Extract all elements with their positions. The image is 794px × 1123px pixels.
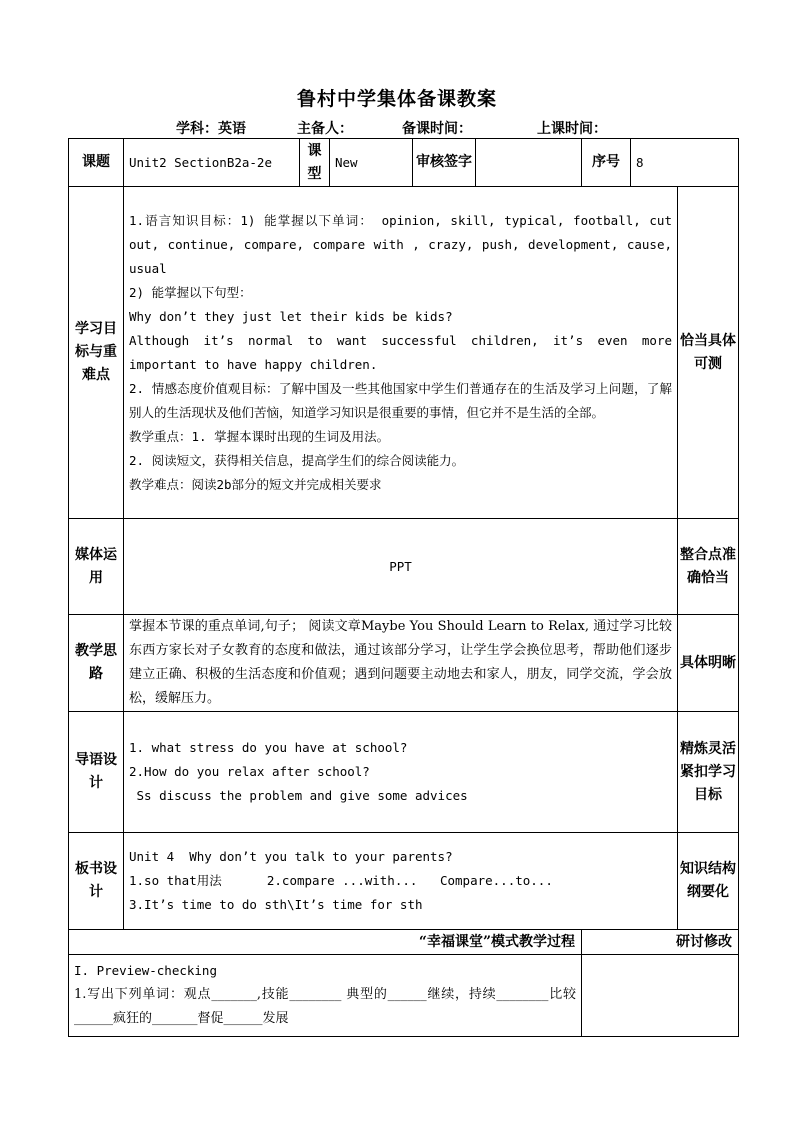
board-line-2: 1.so that用法 2.compare ...with... Compare...to...	[129, 873, 553, 888]
board-note: 知识结构纲要化	[678, 833, 739, 930]
goals-line-2: 2) 能掌握以下句型：	[129, 284, 252, 300]
process-content	[69, 955, 582, 1037]
page-title: 鲁村中学集体备课教案	[296, 88, 497, 110]
goals-content	[124, 187, 678, 519]
goals-label: 学习目标与重难点	[69, 187, 124, 519]
goals-line-8: 教学难点：阅读2b部分的短文并完成相关要求	[129, 476, 382, 492]
meta-class-time: 上课时间：	[537, 121, 607, 137]
goals-line-4: Although it’s normal to want successful children, it’s even more important to have happy children.	[129, 332, 672, 372]
process-header: “幸福课堂”模式教学过程	[69, 930, 582, 955]
media-row	[69, 519, 739, 615]
sequence-value: 8	[631, 139, 739, 187]
media-label: 媒体运用	[69, 519, 124, 615]
meta-preparer: 主备人：	[297, 121, 353, 137]
lesson-plan-table	[68, 138, 739, 1037]
media-value: PPT	[124, 519, 678, 615]
idea-label: 教学思路	[69, 615, 124, 712]
intro-line-3: Ss discuss the problem and give some advices	[129, 788, 468, 803]
intro-note: 精炼灵活紧扣学习目标	[678, 712, 739, 833]
lesson-type-label: 课型	[300, 139, 330, 187]
revise-content	[582, 955, 739, 1037]
meta-subject: 学科：英语	[176, 121, 246, 137]
meta-prep-time: 备课时间：	[402, 121, 472, 137]
goals-line-1: 1.语言知识目标：1) 能掌握以下单词： opinion, skill, typical, football, cut out, continue, compare, compare with , crazy, push, development, cause, usual	[129, 212, 672, 276]
review-sign-label: 审核签字	[413, 139, 476, 187]
board-line-3: 3.It’s time to do sth\It’s time for sth	[129, 897, 423, 912]
topic-label: 课题	[69, 139, 124, 187]
process-line-2: 1.写出下列单词：观点_______,技能________ 典型的______继续，持续________比较______疯狂的_______督促______发展	[74, 987, 576, 1026]
board-row	[69, 833, 739, 930]
revise-header: 研讨修改	[582, 930, 739, 955]
topic-value: Unit2 SectionB2a-2e	[124, 139, 300, 187]
board-line-1: Unit 4 Why don’t you talk to your parents?	[129, 849, 453, 864]
lesson-type-value: New	[330, 139, 413, 187]
goals-line-5: 2. 情感态度价值观目标：了解中国及一些其他国家中学生们普通存在的生活及学习上问题，了解别人的生活现状及他们苦恼，知道学习知识是很重要的事情，但它并不是生活的全部。	[129, 380, 672, 420]
idea-row	[69, 615, 739, 712]
goals-line-7: 2. 阅读短文，获得相关信息，提高学生们的综合阅读能力。	[129, 452, 465, 468]
goals-line-6: 教学重点：1. 掌握本课时出现的生词及用法。	[129, 428, 390, 444]
idea-text: 掌握本节课的重点单词,句子； 阅读文章Maybe You Should Learn to Relax, 通过学习比较东西方家长对子女教育的态度和做法，通过该部分学习，让学生学会换位思考，帮助他们逐步建立正确、积极的生活态度和价值观；遇到问题要主动地去和家人，朋友，同学交流，学会放松，缓解压力。	[124, 615, 678, 712]
intro-label: 导语设计	[69, 712, 124, 833]
topic-row	[69, 139, 739, 187]
meta-line	[0, 118, 794, 138]
intro-line-1: 1. what stress do you have at school?	[129, 740, 408, 755]
process-header-row	[69, 930, 739, 955]
board-content	[124, 833, 678, 930]
goals-note: 恰当具体可测	[678, 187, 739, 519]
intro-line-2: 2.How do you relax after school?	[129, 764, 370, 779]
goals-line-3: Why don’t they just let their kids be kids?	[129, 308, 453, 324]
process-line-1: I. Preview-checking	[74, 963, 217, 978]
media-note: 整合点准确恰当	[678, 519, 739, 615]
goals-row	[69, 187, 739, 519]
board-label: 板书设计	[69, 833, 124, 930]
process-row	[69, 955, 739, 1037]
sequence-label: 序号	[582, 139, 631, 187]
review-sign-value	[476, 139, 582, 187]
intro-row	[69, 712, 739, 833]
intro-content	[124, 712, 678, 833]
idea-note: 具体明晰	[678, 615, 739, 712]
